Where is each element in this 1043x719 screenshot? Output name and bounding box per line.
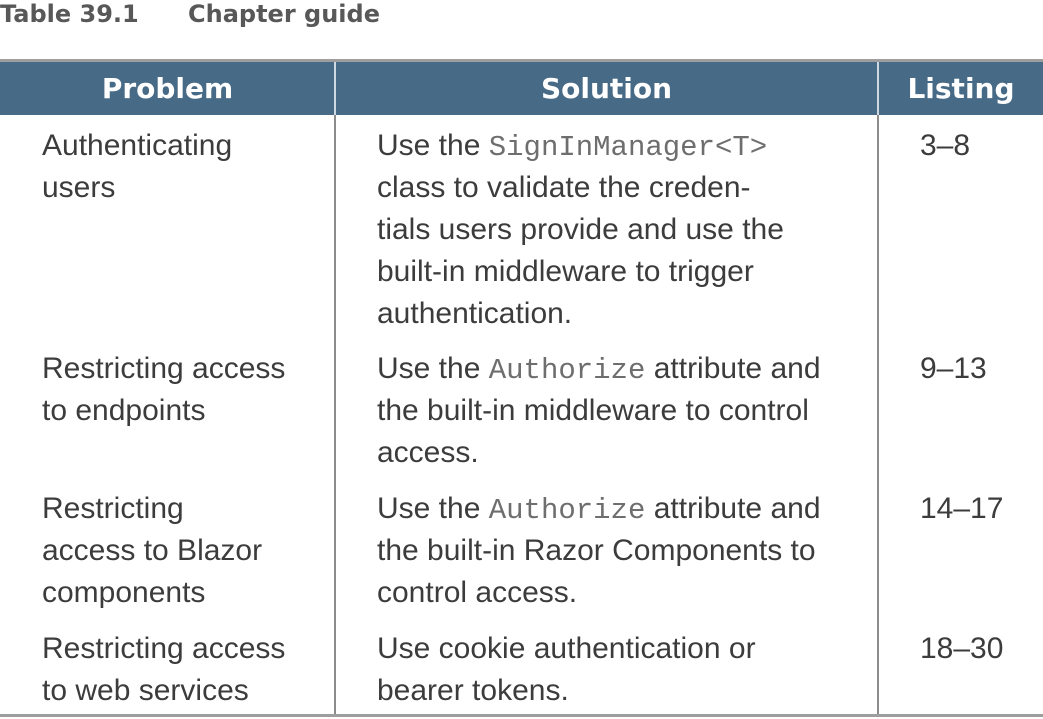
- table-row-solution: [377, 125, 784, 335]
- solution-line: built-in middleware to trigger: [377, 255, 754, 288]
- table-row-solution: [377, 628, 756, 712]
- header-problem: Problem: [101, 72, 234, 105]
- table-row-solution: [377, 488, 821, 614]
- problem-line: to web services: [42, 674, 249, 707]
- table-row-listing: 18–30: [920, 632, 1004, 665]
- code-snippet: SignInManager<T>: [488, 131, 768, 164]
- table-row-problem: [42, 125, 232, 209]
- solution-line: class to validate the creden-: [377, 171, 751, 204]
- solution-text: Use the: [377, 352, 489, 385]
- solution-line: authentication.: [377, 297, 573, 330]
- header-solution: Solution: [540, 72, 673, 105]
- solution-line: the built-in middleware to control: [377, 394, 809, 427]
- table-row-solution: [377, 348, 821, 474]
- table-caption: [0, 0, 380, 30]
- solution-line: bearer tokens.: [377, 674, 569, 707]
- table-title: Chapter guide: [188, 0, 380, 28]
- table-row-listing: 9–13: [920, 352, 987, 385]
- table-row-listing: 14–17: [920, 492, 1004, 525]
- solution-text: attribute and: [645, 352, 821, 385]
- solution-line: control access.: [377, 576, 578, 609]
- problem-line: Authenticating: [42, 129, 233, 162]
- table-row-problem: [42, 628, 285, 712]
- solution-text: Use the: [377, 129, 489, 162]
- solution-line: access.: [377, 436, 479, 469]
- problem-line: components: [42, 576, 206, 609]
- code-snippet: Authorize: [488, 354, 646, 387]
- table-number: Table 39.1: [0, 0, 139, 28]
- solution-line: [377, 488, 821, 530]
- header-listing: Listing: [907, 72, 1015, 105]
- problem-line: Restricting: [42, 492, 184, 525]
- solution-line: tials users provide and use the: [377, 213, 784, 246]
- solution-line: the built-in Razor Components to: [377, 534, 816, 567]
- problem-line: Restricting access: [42, 352, 286, 385]
- code-snippet: Authorize: [488, 494, 646, 527]
- solution-text: attribute and: [645, 492, 821, 525]
- problem-line: users: [42, 171, 116, 204]
- solution-line: Use cookie authentication or: [377, 632, 756, 665]
- problem-line: access to Blazor: [42, 534, 263, 567]
- column-divider: [877, 115, 879, 715]
- problem-line: to endpoints: [42, 394, 206, 427]
- bottom-rule: [0, 714, 1043, 717]
- table-row-listing: 3–8: [920, 129, 971, 162]
- table-row-problem: [42, 488, 262, 614]
- problem-line: Restricting access: [42, 632, 286, 665]
- solution-line: [377, 125, 784, 167]
- column-divider: [334, 115, 336, 715]
- table-row-problem: [42, 348, 285, 432]
- solution-text: Use the: [377, 492, 489, 525]
- solution-line: [377, 348, 821, 390]
- table-header: [0, 62, 1043, 115]
